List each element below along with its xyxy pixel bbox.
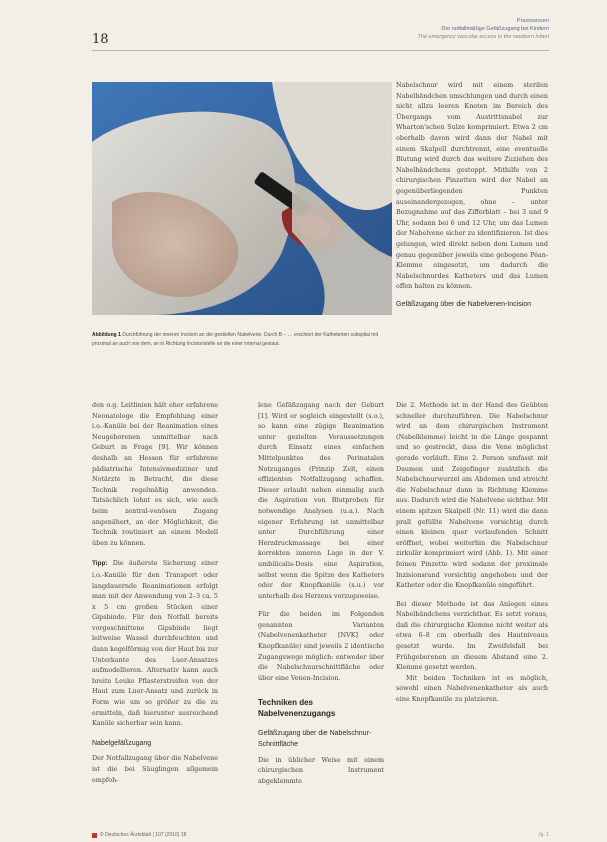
photo-credit: Foto: Dr. Stina Köttl xyxy=(385,122,390,162)
tip-text: Die äußerste Sicherung einer i.o.-Kanüle für den Transport oder langdauernde Reanimationen erfolgt man mit der Anwendung von 2–3 ca. 5 x 5 cm großen Stücken einer Gipsbinde. Für den Notfall bereits vorgeschnittene Gipsbinde liegt leitweise Wassel durchfeuchten und dann kegelförmig von der Haut bis zur Unterkante des Luer-Ansatzes aufmodellieren. Alternativ kann auch breite Leuke Pflasterstreifen von der Haut zum Luer-Ansatz und zurück in Form wie um so größer zu die zu ermitteln, daß hierunter ausreichend Kanüle sicherbar sein kann. xyxy=(92,559,218,728)
figure-photo xyxy=(92,82,392,315)
paragraph: Bei dieser Methode ist das Anlegen eines Nabelbändchens verzichtbar. Es setzt voraus, daß die chirurgische Klemme nicht weiter als etwa 6–8 cm oberhalb des Hautniveaus gesetzt wurde. Im Zweifelsfall bei Frühgeborenen an diesem Abstand eine 2. Klemme gesetzt werden. xyxy=(396,599,548,672)
column-right xyxy=(396,400,548,705)
footer-marker-icon xyxy=(92,833,97,838)
footer xyxy=(92,832,186,838)
paragraph: Die in üblicher Weise mit einem chirurgischen Instrument abgeklemmte xyxy=(258,755,384,785)
header-rule xyxy=(92,50,549,51)
paragraph: Für die beiden im Folgenden genannten Varianten (Nabelvenenkatheter [NVK] oder Knopfkanüle) sind jeweils 2 identische Zugangswege möglich: entweder über die Nabelschnurschnittfläche oder über eine Venen-Incision. xyxy=(258,610,384,682)
paragraph: Die 2. Methode ist in der Hand des Geübten schneller durchzuführen. Die Nabelschnur wird an dem chirurgischen Instrument (Nabelklemme) leicht in die Länge gespannt und so gestreckt, dass die Vene möglichst gerade verläuft. Eine 2. Person umfasst mit Daumen und Zeigefinger zusätzlich die Nabelschnurwurzel am Abdomen und streicht die Nabelschnur dann in Richtung Klemme aus. Dadurch wird die Nabelvene sichtbar. Mit einem spitzen Skalpell (Nr. 11) wird die dann prall gefüllte Nabelvene vorsichtig durch einen kleinen quer verlaufenden Schnitt eröffnet, wobei weiterhin die Nabelschnur zirkulär komprimiert wird (Abb. 1). Mit einer feinen Pinzette wird sodann der proximale Inzisionsrand vorsichtig angehoben und der Katheter oder die Knopfkanüle eingeführt. xyxy=(396,401,548,590)
subheading: Gefäßzugang über die Nabelschnur-Schnittfläche xyxy=(258,730,372,749)
running-head-section: Praxiswissen xyxy=(516,18,549,24)
figure-caption-label: Abbildung 1 xyxy=(92,332,121,338)
paragraph: Der Notfallzugang über die Nabelvene ist die bei Säuglingen allgemein empfoh- xyxy=(92,754,218,784)
tip-label: Tipp: xyxy=(92,560,108,568)
paragraph: Mit beiden Techniken ist es möglich, sowohl einen Nabelvenenkatheter als auch eine Knopfkanüle zu platzieren. xyxy=(396,673,548,704)
paragraph: den o.g. Leitlinien hält eher erfahrene Neonatologe die Empfehlung einer i.o.-Kanüle bei der Reanimation eines Neugeborenen unmittelbar nach Geburt in Frage [9]. Wir können deshalb an Hessen für erfahrene pädiatrische Intensivmediziner und Notärzte in Betracht, die diese Technik regelmäßig anwenden. Tatsächlich lohnt es sich, wie auch beim zentral-venösen Zugang angenähert, an der Möglichkeit, die Technik routiniert an einem Modell üben zu können. xyxy=(92,401,218,547)
photo-illustration xyxy=(92,82,392,315)
section-heading: Techniken des Nabelvenenzugangs xyxy=(258,698,336,719)
page-number: 18 xyxy=(92,32,109,47)
figure-caption xyxy=(92,331,392,349)
subheading: Nabelgefäßzugang xyxy=(92,739,152,747)
paragraph: lene Gefäßzugang nach der Geburt [1]. Wird er sogleich eingestellt (s.o.), so kann eine zügige Reanimation unter gezielten Voraussetzungen durch Einsatz eines einfachen Mittelpunktes des Perinatalen Notzuganges (Prinzip Zelt, einen effizienten Notfallzugang schaffen. Dieser erlaubt neben einmalig auch die Aspiration von Blutproben für notwendige Analysen (u.a.). Nach eigener Erfahrung ist unmittelbar unter Durchführung einer Herzdruckmassage bei einer korrekten inneren Lage in der V. umbilicalis-Dosis eine Aspiration, selbst wenn die Spitze des Katheters oder der Knopfkanüle (s.u.) vor unterhalb des Herzens vorzugsweise. xyxy=(258,401,384,600)
running-head xyxy=(418,17,549,41)
column-middle xyxy=(258,400,384,786)
running-head-title: Der notfallmäßige Gefäßzugang bei Kindern xyxy=(441,26,549,32)
tip-paragraph xyxy=(92,558,218,729)
paragraph: Nabelschnur wird mit einem sterilen Nabelbändchen umschlungen und durch einen nicht allzu leeren Knoten im Bereich des Übergangs vom Austrittsnabel zur Wharton'schen Sulze komprimiert. Etwa 2 cm oberhalb davon wird dann der Nabel mit einem Skalpell durchtrennt, eine eventuelle Blutung wird durch das weitere Zuziehen des Nabelbändchens gestoppt. Mithilfe von 2 chirurgischen Pinzetten wird der Nabel an gegenüberliegenden Punkten auseinandergezogen, ohne – unter Bezugnahme auf das Zifferblatt – bei 3 und 9 Uhr, sodann bei 6 und 12 Uhr, um das Lumen der Nabelvene sicher zu identifizieren. Ist dies gelungen, wird direkt neben dem Lumen und genau gegenüber jeweils eine gebogene Péan-Klemme eingesetzt, um dadurch die Nabelschnurdes Katheters und das Lumen offen halten zu können. xyxy=(396,81,548,291)
figure-caption-text: Durchführung der inneren Incision an der gestielten Nabelvene. Durch B – … erschiert der Katheterten subsplial mit proximal an auch von dem, an in Richtung Incisionstelle an die einer internal gestaut. xyxy=(92,332,378,347)
running-head-subtitle: The emergency vascular access in the newborn infant xyxy=(417,34,549,40)
subheading: Gefäßzugang über die Nabelvenen-Incision xyxy=(396,300,532,308)
column-left xyxy=(92,400,218,785)
footer-right: Jg. 1 xyxy=(538,832,549,838)
footer-journal: © Deutsches Ärzteblatt | 107 (2010) 18 xyxy=(100,832,187,838)
column-right-top xyxy=(396,80,548,314)
